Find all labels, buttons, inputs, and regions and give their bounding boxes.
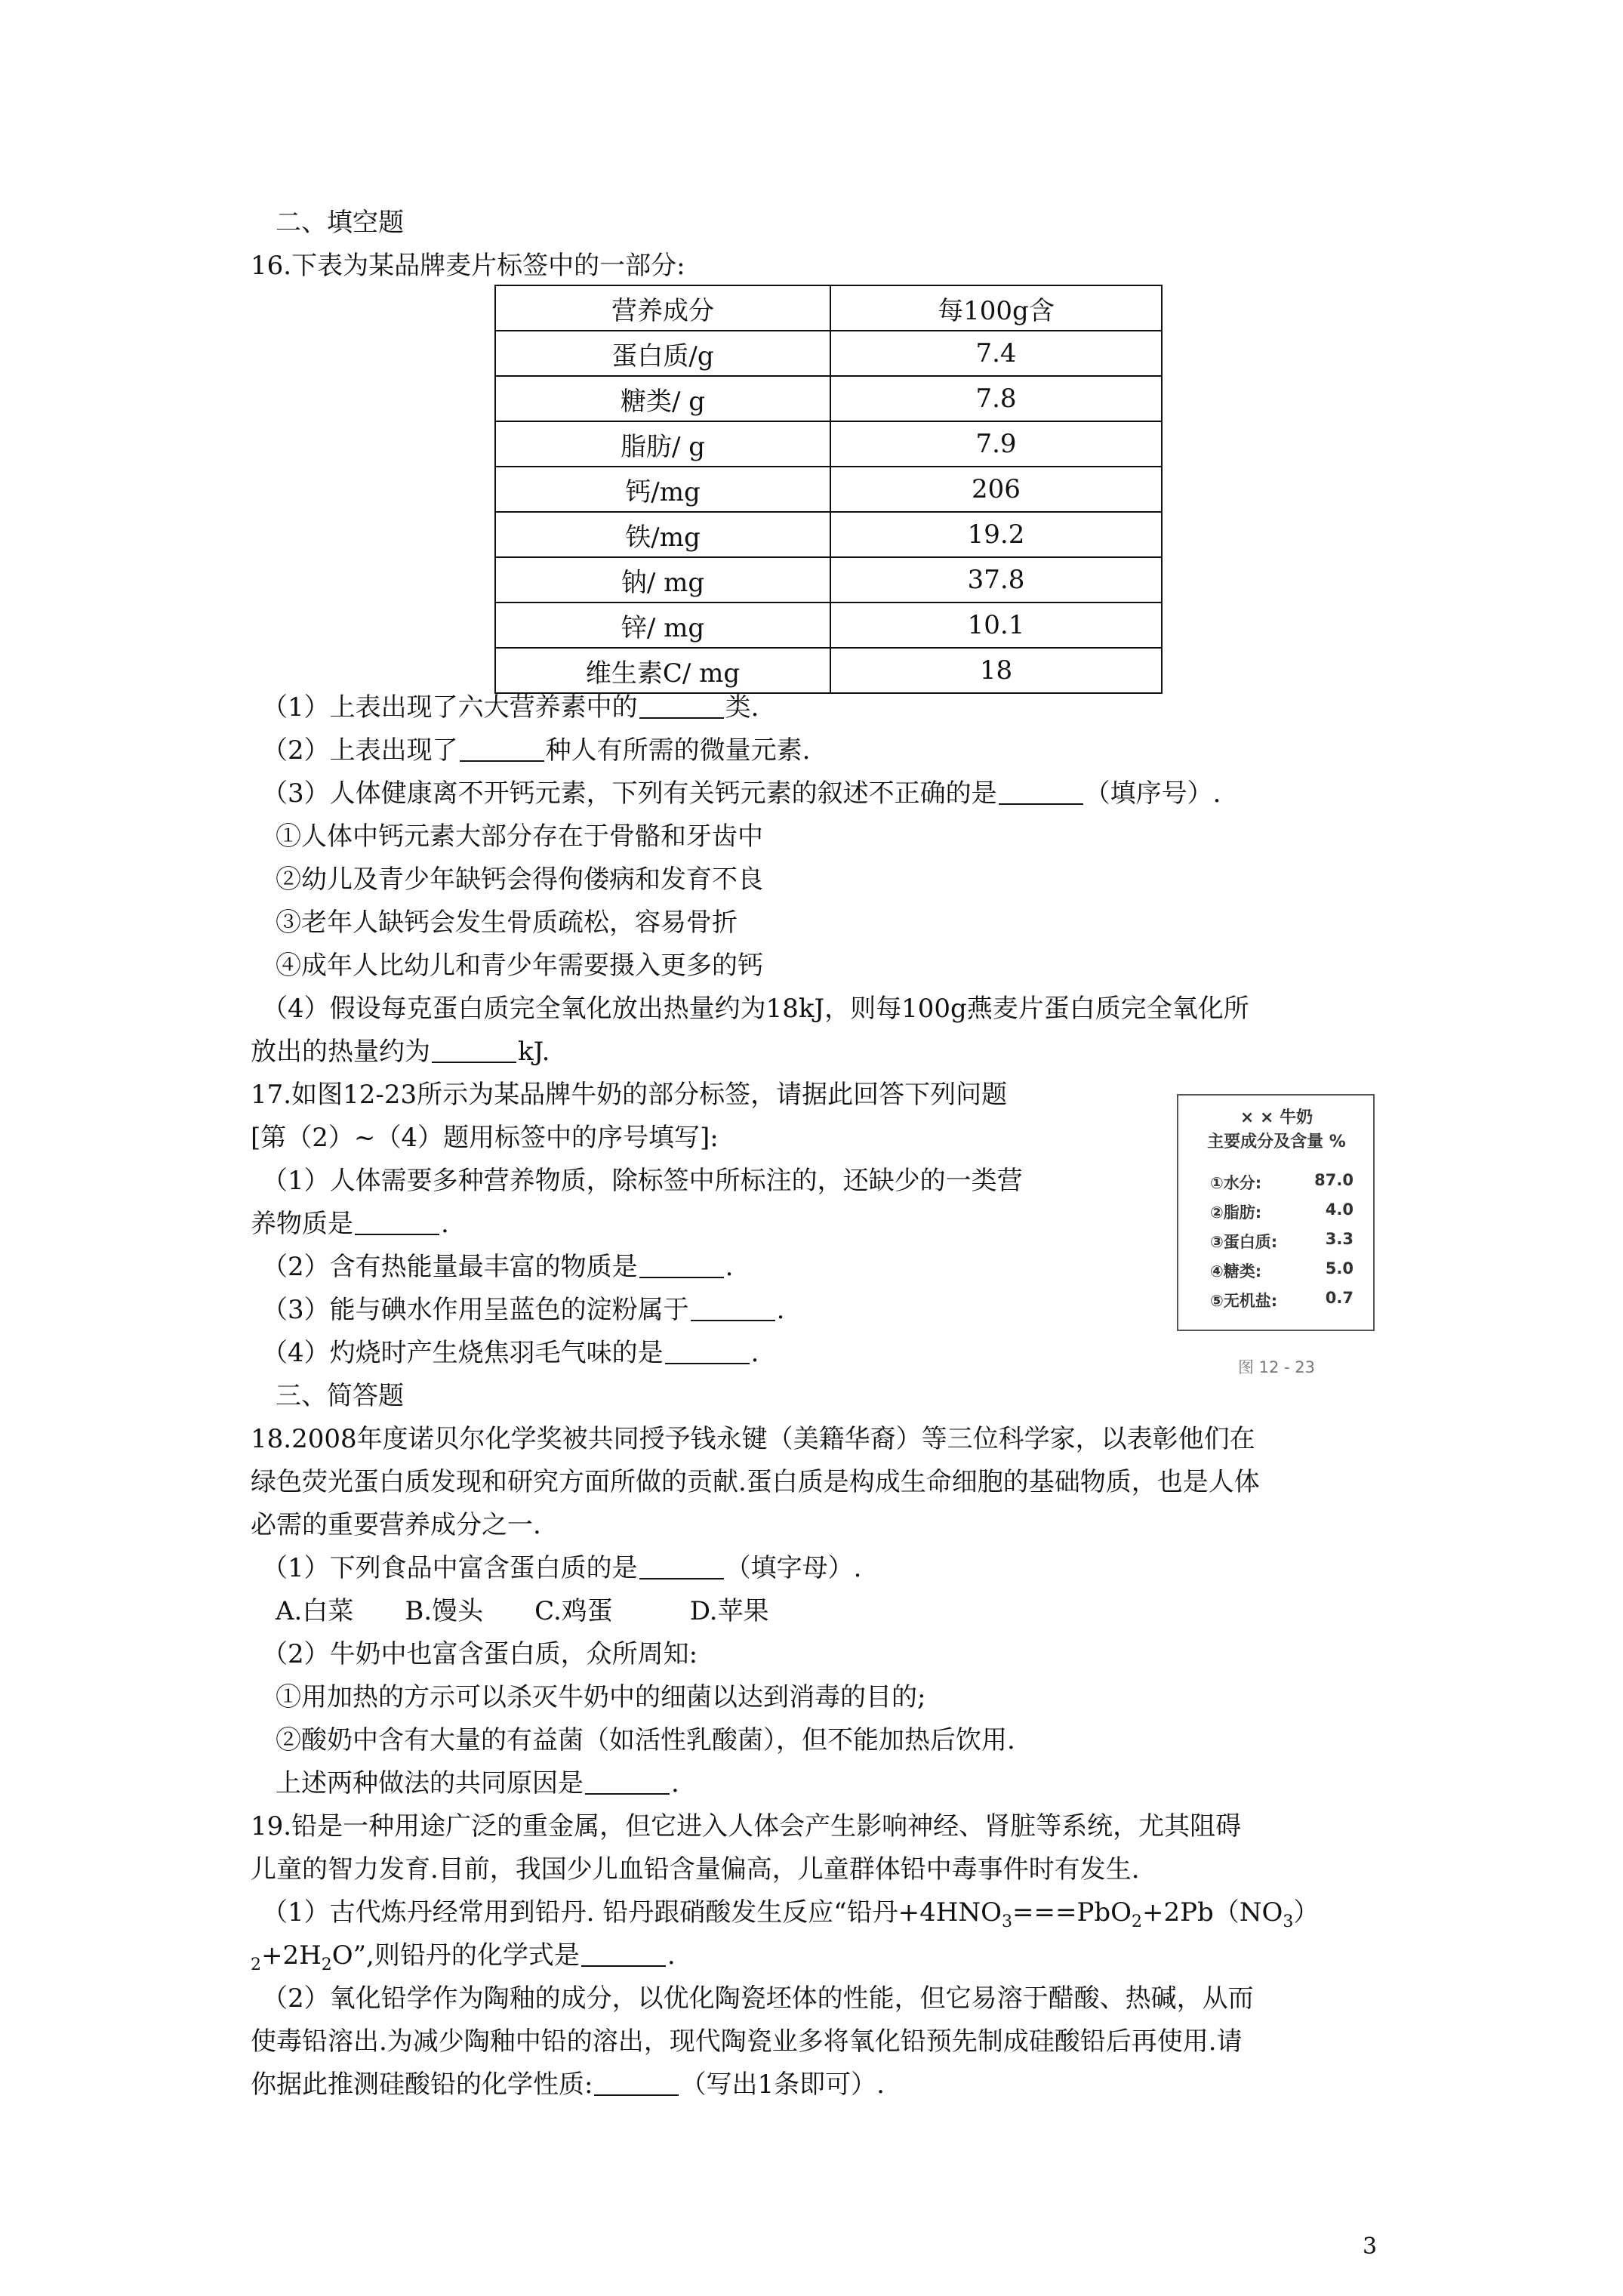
q19-part2-line3: 你据此推测硅酸铅的化学性质: （写出1条即可）. bbox=[251, 2069, 885, 2100]
q17-part2: （2）含有热能量最丰富的物质是 . bbox=[262, 1252, 734, 1282]
q19-part2-line1: （2）氧化铅学作为陶釉的成分，以优化陶瓷坯体的性能，但它易溶于醋酸、热碱，从而 bbox=[262, 1983, 1254, 2014]
section-heading-fill-in: 二、填空题 bbox=[276, 208, 404, 238]
table-row bbox=[495, 512, 1162, 557]
q16-option-4: ④成年人比幼儿和青少年需要摄入更多的钙 bbox=[276, 951, 763, 981]
table-header-cell: 每100g含 bbox=[830, 285, 1162, 331]
answer-blank[interactable] bbox=[999, 778, 1083, 805]
q18-part2: （2）牛奶中也富含蛋白质，众所周知: bbox=[262, 1639, 698, 1669]
q18-question: 上述两种做法的共同原因是 . bbox=[276, 1768, 679, 1798]
milk-label-subtitle: 主要成分及含量 % bbox=[1207, 1133, 1346, 1151]
table-cell: 钠/ mg bbox=[495, 557, 830, 603]
table-cell: 10.1 bbox=[830, 603, 1162, 648]
page-number: 3 bbox=[1363, 2233, 1378, 2260]
table-row bbox=[495, 376, 1162, 421]
table-cell: 7.9 bbox=[830, 421, 1162, 467]
q17-part3: （3）能与碘水作用呈蓝色的淀粉属于 . bbox=[262, 1295, 785, 1325]
answer-blank[interactable] bbox=[432, 1036, 516, 1063]
q18-choices: A.白菜 B.馒头 C.鸡蛋 D.苹果 bbox=[276, 1596, 769, 1626]
q16-part4-line2: 放出的热量约为 kJ. bbox=[251, 1037, 550, 1067]
milk-label-figure bbox=[1175, 1093, 1378, 1339]
nutrition-table bbox=[494, 285, 1163, 694]
answer-blank[interactable] bbox=[581, 1940, 666, 1967]
answer-blank[interactable] bbox=[355, 1208, 439, 1235]
table-cell: 钙/mg bbox=[495, 467, 830, 512]
table-row bbox=[495, 331, 1162, 376]
table-header-cell: 营养成分 bbox=[495, 285, 830, 331]
q19-part1-line1: （1）古代炼丹经常用到铅丹. 铅丹跟硝酸发生反应“铅丹$+4HNO_3===PbO_2+2Pb(NO_3)$ bbox=[262, 1897, 1320, 1931]
q17-part4: （4）灼烧时产生烧焦羽毛气味的是 . bbox=[262, 1338, 759, 1368]
table-cell: 糖类/ g bbox=[495, 376, 830, 421]
table-cell: 脂肪/ g bbox=[495, 421, 830, 467]
q18-line1: 18.2008年度诺贝尔化学奖被共同授予钱永键（美籍华裔）等三位科学家，以表彰他们在 bbox=[251, 1424, 1255, 1454]
table-cell: 7.4 bbox=[830, 331, 1162, 376]
q19-line2: 儿童的智力发育.目前，我国少儿血铅含量偏高，儿童群体铅中毒事件时有发生. bbox=[251, 1854, 1140, 1885]
q16-part4-line1: （4）假设每克蛋白质完全氧化放出热量约为18kJ，则每100g燕麦片蛋白质完全氧化所 bbox=[262, 994, 1249, 1024]
q19-line1: 19.铅是一种用途广泛的重金属，但它进入人体会产生影响神经、肾脏等系统，尤其阻碍 bbox=[251, 1811, 1242, 1841]
answer-blank[interactable] bbox=[639, 692, 724, 719]
answer-blank[interactable] bbox=[460, 735, 544, 762]
q19-part2-line2: 使毒铅溶出.为减少陶釉中铅的溶出，现代陶瓷业多将氧化铅预先制成硅酸铅后再使用.请 bbox=[251, 2026, 1243, 2057]
q16-part1: （1）上表出现了六大营养素中的 类. bbox=[262, 692, 759, 723]
answer-blank[interactable] bbox=[639, 1552, 724, 1579]
milk-label-title: × × 牛奶 bbox=[1240, 1108, 1313, 1127]
q17-stem-line2: [第（2）~（4）题用标签中的序号填写]: bbox=[251, 1123, 719, 1153]
section-heading-short-answer: 三、简答题 bbox=[276, 1381, 404, 1411]
figure-caption: 图 12 - 23 bbox=[1237, 1358, 1316, 1376]
table-cell: 维生素C/ mg bbox=[495, 648, 830, 693]
answer-blank[interactable] bbox=[639, 1251, 724, 1278]
table-cell: 7.8 bbox=[830, 376, 1162, 421]
table-cell: 19.2 bbox=[830, 512, 1162, 557]
table-row bbox=[495, 603, 1162, 648]
q17-part1-line1: （1）人体需要多种营养物质，除标签中所标注的，还缺少的一类营 bbox=[262, 1166, 1023, 1196]
q18-part1: （1）下列食品中富含蛋白质的是 （填字母）. bbox=[262, 1553, 862, 1583]
table-row bbox=[495, 421, 1162, 467]
q18-statement-2: ②酸奶中含有大量的有益菌（如活性乳酸菌），但不能加热后饮用. bbox=[276, 1725, 1015, 1755]
q16-part2: （2）上表出现了 种人有所需的微量元素. bbox=[262, 735, 811, 766]
table-cell: 37.8 bbox=[830, 557, 1162, 603]
q17-part1-line2: 养物质是 . bbox=[251, 1209, 449, 1239]
table-cell: 206 bbox=[830, 467, 1162, 512]
table-row bbox=[495, 648, 1162, 693]
q16-stem: 16.下表为某品牌麦片标签中的一部分: bbox=[251, 251, 685, 281]
q18-line3: 必需的重要营养成分之一. bbox=[251, 1510, 541, 1540]
table-row bbox=[495, 557, 1162, 603]
answer-blank[interactable] bbox=[665, 1337, 750, 1364]
table-cell: 锌/ mg bbox=[495, 603, 830, 648]
table-cell: 蛋白质/g bbox=[495, 331, 830, 376]
milk-label-row: ②脂肪: 4.0 bbox=[1210, 1200, 1354, 1222]
table-cell: 18 bbox=[830, 648, 1162, 693]
answer-blank[interactable] bbox=[585, 1767, 670, 1795]
table-header-row bbox=[495, 285, 1162, 331]
answer-blank[interactable] bbox=[594, 2069, 679, 2096]
table-row bbox=[495, 467, 1162, 512]
q19-part1-line2: $_2+2H_2O$”,则铅丹的化学式是 . bbox=[251, 1940, 676, 1974]
q16-option-3: ③老年人缺钙会发生骨质疏松，容易骨折 bbox=[276, 908, 738, 938]
milk-label-row: ①水分: 87.0 bbox=[1210, 1171, 1354, 1192]
milk-label-row: ⑤无机盐: 0.7 bbox=[1210, 1289, 1354, 1310]
milk-label-row: ④糖类: 5.0 bbox=[1210, 1259, 1354, 1281]
q18-line2: 绿色荧光蛋白质发现和研究方面所做的贡献.蛋白质是构成生命细胞的基础物质，也是人体 bbox=[251, 1467, 1260, 1497]
q16-part3: （3）人体健康离不开钙元素，下列有关钙元素的叙述不正确的是 （填序号）. bbox=[262, 778, 1221, 809]
table-cell: 铁/mg bbox=[495, 512, 830, 557]
q17-stem-line1: 17.如图12-23所示为某品牌牛奶的部分标签，请据此回答下列问题 bbox=[251, 1080, 1008, 1110]
q16-option-1: ①人体中钙元素大部分存在于骨骼和牙齿中 bbox=[276, 821, 763, 852]
q16-option-2: ②幼儿及青少年缺钙会得佝偻病和发育不良 bbox=[276, 864, 763, 895]
q18-statement-1: ①用加热的方示可以杀灭牛奶中的细菌以达到消毒的目的; bbox=[276, 1682, 926, 1712]
answer-blank[interactable] bbox=[691, 1294, 775, 1321]
milk-label-row: ③蛋白质: 3.3 bbox=[1210, 1230, 1354, 1251]
